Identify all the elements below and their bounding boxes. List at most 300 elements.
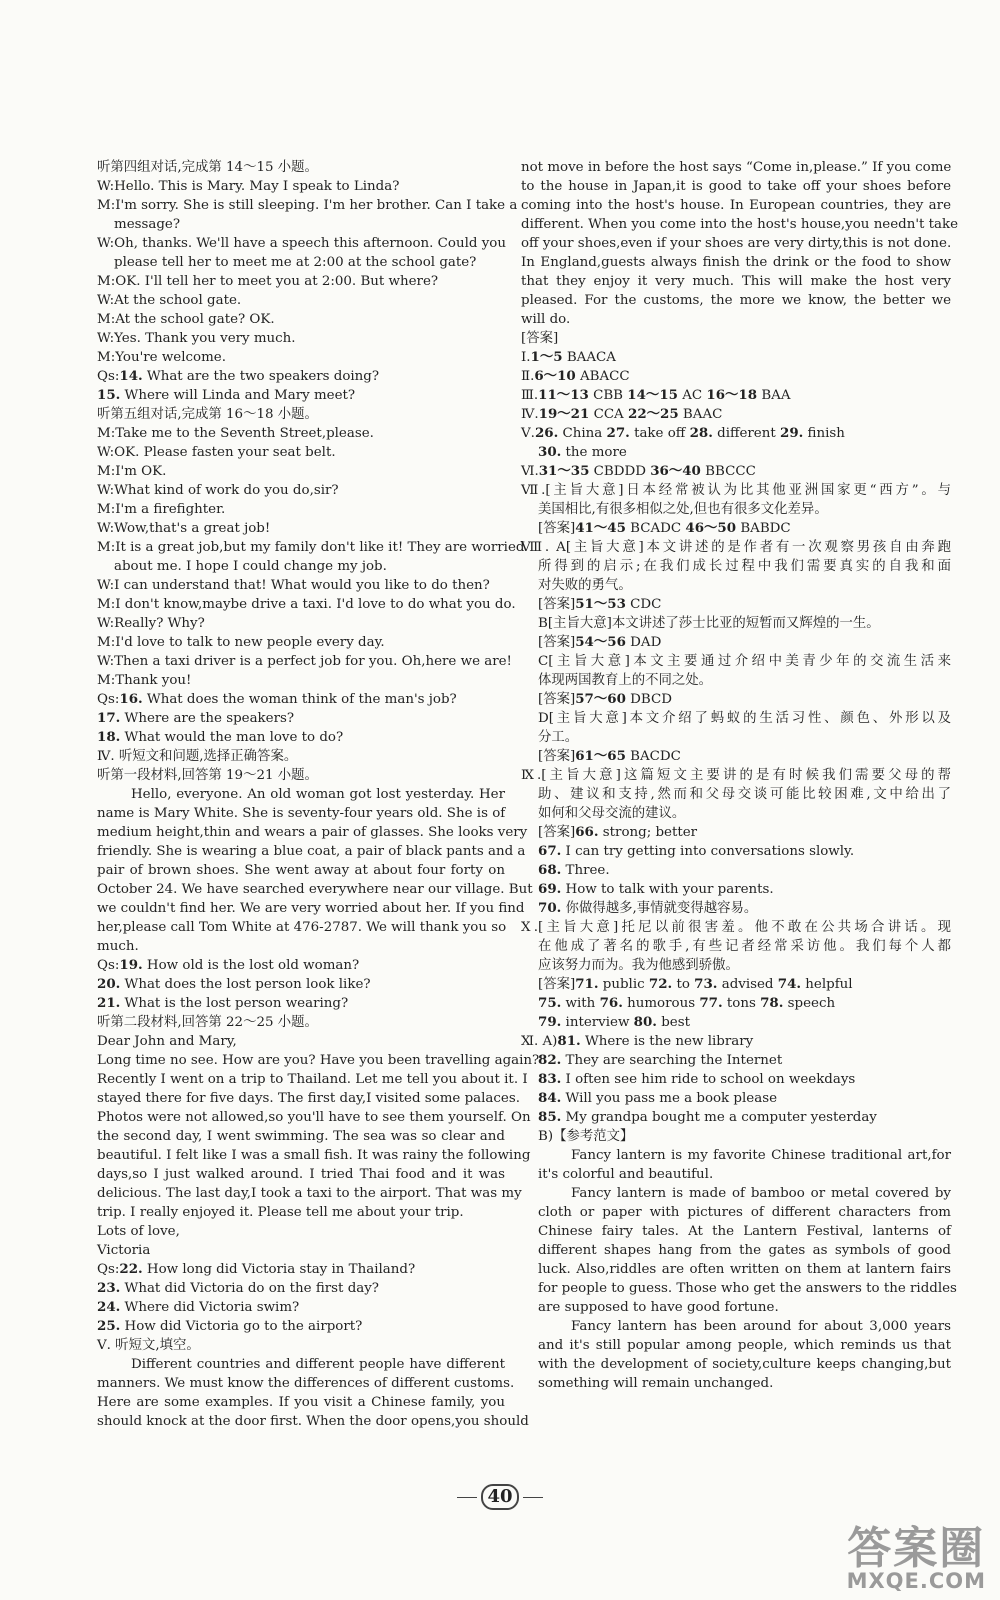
line-text: M:I'd love to talk to new people every day. bbox=[97, 635, 385, 650]
item-number: 79. bbox=[538, 1014, 562, 1030]
text-line bbox=[97, 633, 505, 652]
text-line bbox=[97, 1241, 505, 1260]
item-number: 19. bbox=[119, 957, 143, 973]
line-text: M:I'm sorry. She is still sleeping. I'm her brother. Can I take a bbox=[97, 198, 518, 213]
line-text: BCADC bbox=[625, 521, 686, 536]
line-text: How did Victoria go to the airport? bbox=[120, 1319, 363, 1334]
item-number: 81. bbox=[557, 1033, 581, 1049]
text-line bbox=[521, 1127, 951, 1146]
item-number: 26. bbox=[534, 425, 559, 441]
line-text: beautiful. I felt like I was a small fish. It was rainy the following bbox=[97, 1148, 531, 1163]
item-number: 36～40 bbox=[650, 463, 701, 479]
text-line bbox=[97, 500, 505, 519]
page-number bbox=[0, 1484, 1000, 1510]
text-line bbox=[521, 1336, 951, 1355]
line-text: coming into the host's house. In European countries, they are bbox=[521, 198, 951, 213]
line-text: [答案] bbox=[538, 825, 576, 840]
line-text: are supposed to have good fortune. bbox=[538, 1300, 779, 1315]
item-number: 31～35 bbox=[538, 463, 590, 479]
line-text: 如何和父母交流的建议。 bbox=[538, 806, 686, 821]
line-text: CBDDD bbox=[589, 464, 651, 479]
line-text: W:Hello. This is Mary. May I speak to Linda? bbox=[97, 179, 400, 194]
item-number: 6～10 bbox=[534, 368, 576, 384]
text-line bbox=[521, 1222, 951, 1241]
watermark-url: MXQE.COM bbox=[846, 1569, 986, 1593]
line-text: M:Thank you! bbox=[97, 673, 192, 688]
text-line bbox=[97, 1108, 531, 1127]
text-line bbox=[521, 158, 951, 177]
text-line bbox=[521, 234, 951, 253]
watermark-logo bbox=[846, 1523, 986, 1593]
line-text: Qs: bbox=[97, 958, 120, 973]
line-text: Dear John and Mary, bbox=[97, 1034, 237, 1049]
item-number: 66. bbox=[575, 824, 599, 840]
line-text: Ⅴ. bbox=[521, 426, 535, 441]
line-text: I can try getting into conversations slowly. bbox=[561, 844, 855, 859]
line-text: How long did Victoria stay in Thailand? bbox=[142, 1262, 416, 1277]
text-line bbox=[521, 1032, 951, 1051]
text-line bbox=[97, 728, 505, 747]
line-text: strong; better bbox=[598, 825, 698, 840]
text-line bbox=[97, 1070, 528, 1089]
line-text: 对失败的勇气。 bbox=[538, 578, 632, 593]
item-number: 73. bbox=[694, 976, 718, 992]
line-text: B[主旨大意]本文讲述了莎士比亚的短暂而又辉煌的一生。 bbox=[538, 616, 880, 631]
line-text: Qs: bbox=[97, 1262, 120, 1277]
text-line bbox=[521, 253, 951, 272]
line-text: Ⅺ. A) bbox=[521, 1034, 558, 1049]
line-text: Recently I went on a trip to Thailand. Let me tell you about it. I bbox=[97, 1072, 528, 1087]
line-text: [答案] bbox=[538, 977, 576, 992]
text-line bbox=[97, 443, 505, 462]
line-text: How old is the lost old woman? bbox=[142, 958, 360, 973]
text-line bbox=[521, 405, 951, 424]
line-text: Qs: bbox=[97, 692, 120, 707]
text-line bbox=[97, 386, 505, 405]
text-line bbox=[521, 1070, 951, 1089]
text-line bbox=[521, 975, 951, 994]
text-line bbox=[521, 462, 951, 481]
line-text: message? bbox=[114, 217, 181, 232]
line-text: not move in before the host says “Come in,please.” If you come bbox=[521, 160, 952, 175]
text-line bbox=[97, 1279, 505, 1298]
line-text: different shapes hang from the gates as symbols of good bbox=[538, 1243, 951, 1258]
text-line bbox=[97, 880, 533, 899]
text-line bbox=[521, 196, 951, 215]
line-text: Hello, everyone. An old woman got lost yesterday. Her bbox=[131, 787, 505, 802]
line-text: different. When you come into the host's house,you needn't take bbox=[521, 217, 959, 232]
text-line bbox=[521, 633, 951, 652]
line-text: [答案] bbox=[538, 597, 576, 612]
line-text: stayed there for five days. The first day,I visited some palaces. bbox=[97, 1091, 520, 1106]
line-text: M:I don't know,maybe drive a taxi. I'd love to do what you do. bbox=[97, 597, 516, 612]
line-text: pleased. For the customs, the more we know, the better we bbox=[521, 293, 951, 308]
line-text: speech bbox=[783, 996, 836, 1011]
text-line bbox=[521, 994, 951, 1013]
text-line bbox=[521, 1279, 957, 1298]
text-line bbox=[521, 766, 951, 785]
text-line bbox=[97, 747, 505, 766]
line-text: the more bbox=[561, 445, 627, 460]
line-text: Long time no see. How are you? Have you been travelling again? bbox=[97, 1053, 540, 1068]
text-line bbox=[521, 310, 951, 329]
item-number: 61～65 bbox=[575, 748, 626, 764]
text-line bbox=[521, 1241, 951, 1260]
line-text: I often see him ride to school on weekdays bbox=[561, 1072, 856, 1087]
line-text: much. bbox=[97, 939, 139, 954]
text-line bbox=[97, 405, 505, 424]
text-line bbox=[521, 1260, 951, 1279]
text-line bbox=[97, 614, 505, 633]
line-text: M:I'm OK. bbox=[97, 464, 167, 479]
text-line bbox=[521, 804, 951, 823]
text-line bbox=[97, 690, 505, 709]
line-text: Ⅳ. bbox=[521, 407, 539, 422]
item-number: 22. bbox=[119, 1261, 143, 1277]
line-text: 听第一段材料,回答第 19～21 小题。 bbox=[97, 768, 318, 783]
text-line bbox=[521, 671, 951, 690]
line-text: and it's still popular among people, which reminds us that bbox=[538, 1338, 951, 1353]
text-line bbox=[97, 1013, 505, 1032]
text-line bbox=[97, 215, 505, 234]
line-text: DAD bbox=[625, 635, 662, 650]
line-text: M:At the school gate? OK. bbox=[97, 312, 275, 327]
line-text: with bbox=[561, 996, 600, 1011]
item-number: 67. bbox=[538, 843, 562, 859]
text-line bbox=[521, 1165, 951, 1184]
item-number: 28. bbox=[689, 425, 713, 441]
text-line bbox=[521, 1089, 951, 1108]
item-number: 80. bbox=[633, 1014, 657, 1030]
line-text: will do. bbox=[521, 312, 571, 327]
text-line bbox=[97, 766, 505, 785]
text-line bbox=[521, 1298, 951, 1317]
line-text: BBCCC bbox=[700, 464, 756, 479]
line-text: [答案] bbox=[538, 692, 576, 707]
item-number: 76. bbox=[599, 995, 623, 1011]
text-line bbox=[521, 272, 951, 291]
text-line bbox=[97, 785, 505, 804]
text-line bbox=[521, 823, 951, 842]
line-text: October 24. We have searched everywhere near our village. But bbox=[97, 882, 533, 897]
line-text: Fancy lantern is made of bamboo or metal covered by bbox=[571, 1186, 951, 1201]
item-number: 29. bbox=[780, 425, 804, 441]
text-line bbox=[97, 253, 505, 272]
text-line bbox=[97, 1374, 515, 1393]
line-text: What did Victoria do on the first day? bbox=[120, 1281, 379, 1296]
line-text: M:You're welcome. bbox=[97, 350, 226, 365]
text-line bbox=[521, 747, 951, 766]
item-number: 16～18 bbox=[706, 387, 758, 403]
text-line bbox=[97, 1317, 505, 1336]
line-text: What are the two speakers doing? bbox=[142, 369, 380, 384]
item-number: 70. bbox=[538, 900, 562, 916]
text-line bbox=[521, 1374, 951, 1393]
text-line bbox=[521, 215, 959, 234]
line-text: W:Yes. Thank you very much. bbox=[97, 331, 296, 346]
text-line bbox=[97, 1222, 505, 1241]
line-text: manners. We must know the differences of different customs. bbox=[97, 1376, 515, 1391]
text-line bbox=[97, 462, 505, 481]
item-number: 84. bbox=[538, 1090, 562, 1106]
item-number: 71. bbox=[575, 976, 599, 992]
line-text: days,so I just walked around. I tried Thai food and it was bbox=[97, 1167, 505, 1182]
text-line bbox=[97, 177, 505, 196]
line-text: for people to guess. Those who get the answers to the riddles bbox=[538, 1281, 957, 1296]
text-line bbox=[97, 804, 505, 823]
line-text: 助、建议和支持,然而和父母交谈可能比较困难,文中给出了 bbox=[538, 787, 951, 802]
text-line bbox=[97, 329, 505, 348]
text-line bbox=[97, 1089, 520, 1108]
text-line bbox=[521, 652, 951, 671]
item-number: 16. bbox=[119, 691, 143, 707]
line-text: Ⅷ. A[主旨大意]本文讲述的是作者有一次观察男孩自由奔跑 bbox=[521, 540, 951, 555]
line-text: 你做得越多,事情就变得越容易。 bbox=[561, 901, 758, 916]
page-number-text: 40 bbox=[481, 1484, 518, 1510]
line-text: M:I'm a firefighter. bbox=[97, 502, 226, 517]
text-line bbox=[97, 158, 505, 177]
line-text: interview bbox=[561, 1015, 634, 1030]
line-text: Different countries and different people have different bbox=[131, 1357, 505, 1372]
text-line bbox=[97, 1203, 505, 1222]
text-line bbox=[97, 1127, 505, 1146]
line-text: Ⅱ. bbox=[521, 369, 535, 384]
line-text: Ⅰ. bbox=[521, 350, 531, 365]
text-line bbox=[97, 1260, 505, 1279]
text-line bbox=[521, 1317, 951, 1336]
line-text: How to talk with your parents. bbox=[561, 882, 774, 897]
line-text: with the development of society,culture keeps changing,but bbox=[538, 1357, 951, 1372]
line-text: should knock at the door first. When the door opens,you should bbox=[97, 1414, 529, 1429]
line-text: the second day, I went swimming. The sea was so clear and bbox=[97, 1129, 505, 1144]
line-text: Ⅳ. 听短文和问题,选择正确答案。 bbox=[97, 749, 298, 764]
text-line bbox=[521, 956, 951, 975]
line-text: helpful bbox=[801, 977, 853, 992]
line-text: W:I can understand that! What would you like to do then? bbox=[97, 578, 490, 593]
line-text: take off bbox=[629, 426, 690, 441]
text-line bbox=[521, 576, 951, 595]
line-text: 体现两国教育上的不同之处。 bbox=[538, 673, 713, 688]
line-text: ABACC bbox=[575, 369, 630, 384]
text-line bbox=[97, 291, 505, 310]
line-text: Ⅹ.[主旨大意]托尼以前很害羞。他不敢在公共场合讲话。现 bbox=[521, 920, 951, 935]
line-text: 应该努力而为。我为他感到骄傲。 bbox=[538, 958, 739, 973]
line-text: Ⅸ.[主旨大意]这篇短文主要讲的是有时候我们需要父母的帮 bbox=[521, 768, 951, 783]
text-line bbox=[521, 443, 951, 462]
text-line bbox=[97, 1412, 529, 1431]
line-text: Where will Linda and Mary meet? bbox=[120, 388, 356, 403]
line-text: M:It is a great job,but my family don't like it! They are worried bbox=[97, 540, 525, 555]
line-text: In England,guests always finish the drink or the food to show bbox=[521, 255, 951, 270]
line-text: M:Take me to the Seventh Street,please. bbox=[97, 426, 374, 441]
item-number: 82. bbox=[538, 1052, 562, 1068]
line-text: 听第五组对话,完成第 16～18 小题。 bbox=[97, 407, 318, 422]
text-line bbox=[521, 177, 951, 196]
line-text: luck. Also,riddles are often written on them at lantern fairs bbox=[538, 1262, 951, 1277]
line-text: What does the lost person look like? bbox=[120, 977, 371, 992]
line-text: off your shoes,even if your shoes are very dirty,this is not done. bbox=[521, 236, 952, 251]
item-number: 46～50 bbox=[685, 520, 737, 536]
text-line bbox=[97, 899, 525, 918]
item-number: 41～45 bbox=[575, 520, 626, 536]
line-text: [答案] bbox=[538, 521, 576, 536]
text-line bbox=[97, 652, 512, 671]
line-text: Victoria bbox=[97, 1243, 151, 1258]
text-line bbox=[521, 880, 951, 899]
text-line bbox=[521, 861, 951, 880]
item-number: 83. bbox=[538, 1071, 562, 1087]
text-line bbox=[521, 329, 951, 348]
line-text: BAA bbox=[757, 388, 791, 403]
line-text: CCA bbox=[589, 407, 628, 422]
line-text: cloth or paper with pictures of different characters from bbox=[538, 1205, 951, 1220]
line-text: Ⅴ. 听短文,填空。 bbox=[97, 1338, 200, 1353]
line-text: trip. I really enjoyed it. Please tell me about your trip. bbox=[97, 1205, 464, 1220]
item-number: 74. bbox=[777, 976, 802, 992]
line-text: What would the man love to do? bbox=[120, 730, 344, 745]
text-line bbox=[521, 1355, 951, 1374]
line-text: best bbox=[656, 1015, 690, 1030]
line-text: advised bbox=[717, 977, 778, 992]
line-text: What does the woman think of the man's job? bbox=[142, 692, 457, 707]
text-line bbox=[521, 842, 951, 861]
text-line bbox=[97, 576, 505, 595]
line-text: Ⅲ. bbox=[521, 388, 539, 403]
line-text: humorous bbox=[622, 996, 700, 1011]
text-line bbox=[97, 994, 505, 1013]
line-text: 听第四组对话,完成第 14～15 小题。 bbox=[97, 160, 318, 175]
text-line bbox=[97, 272, 505, 291]
text-line bbox=[97, 1393, 505, 1412]
text-line bbox=[521, 709, 951, 728]
item-number: 14～15 bbox=[627, 387, 678, 403]
line-text: Chinese fairy tales. At the Lantern Festival, lanterns of bbox=[538, 1224, 951, 1239]
text-line bbox=[97, 975, 505, 994]
text-line bbox=[521, 614, 951, 633]
line-text: Fancy lantern has been around for about 3,000 years bbox=[571, 1319, 951, 1334]
item-number: 18. bbox=[97, 729, 121, 745]
line-text: 在他成了著名的歌手,有些记者经常采访他。我们每个人都 bbox=[538, 939, 951, 954]
line-text: W:What kind of work do you do,sir? bbox=[97, 483, 339, 498]
text-line bbox=[97, 823, 528, 842]
item-number: 54～56 bbox=[575, 634, 626, 650]
text-line bbox=[97, 481, 505, 500]
text-line bbox=[97, 1051, 540, 1070]
text-line bbox=[521, 291, 951, 310]
item-number: 11～13 bbox=[538, 387, 589, 403]
item-number: 69. bbox=[538, 881, 562, 897]
line-text: Here are some examples. If you visit a Chinese family, you bbox=[97, 1395, 505, 1410]
line-text: pair of brown shoes. She went away at about four forty on bbox=[97, 863, 505, 878]
text-line bbox=[97, 956, 505, 975]
text-line bbox=[97, 367, 505, 386]
line-text: different bbox=[712, 426, 780, 441]
line-text: BABDC bbox=[736, 521, 791, 536]
line-text: it's colorful and beautiful. bbox=[538, 1167, 714, 1182]
text-line bbox=[97, 1032, 505, 1051]
item-number: 17. bbox=[97, 710, 121, 726]
line-text: BAACA bbox=[562, 350, 616, 365]
line-text: Ⅵ. bbox=[521, 464, 539, 479]
line-text: W:Oh, thanks. We'll have a speech this afternoon. Could you bbox=[97, 236, 506, 251]
line-text: Where is the new library bbox=[580, 1034, 754, 1049]
text-line bbox=[521, 481, 951, 500]
text-line bbox=[521, 1108, 951, 1127]
text-line bbox=[97, 709, 505, 728]
text-line bbox=[97, 1184, 522, 1203]
line-text: M:OK. I'll tell her to meet you at 2:00. But where? bbox=[97, 274, 439, 289]
line-text: 美国相比,有很多相似之处,但也有很多文化差异。 bbox=[538, 502, 828, 517]
line-text: CBB bbox=[588, 388, 628, 403]
line-text: that they enjoy it very much. This will make the host very bbox=[521, 274, 951, 289]
text-line bbox=[97, 310, 505, 329]
right-column bbox=[521, 158, 959, 1393]
line-text: [答案] bbox=[521, 331, 559, 346]
line-text: My grandpa bought me a computer yesterday bbox=[561, 1110, 877, 1125]
line-text: W:Really? Why? bbox=[97, 616, 205, 631]
line-text: we couldn't find her. We are very worried about her. If you find bbox=[97, 901, 525, 916]
item-number: 57～60 bbox=[575, 691, 626, 707]
item-number: 30. bbox=[538, 444, 562, 460]
item-number: 78. bbox=[760, 995, 784, 1011]
line-text: C[主旨大意]本文主要通过介绍中美青少年的交流生活来 bbox=[538, 654, 951, 669]
item-number: 72. bbox=[648, 976, 673, 992]
text-line bbox=[521, 386, 951, 405]
text-line bbox=[521, 557, 951, 576]
line-text: [答案] bbox=[538, 749, 576, 764]
item-number: 19～21 bbox=[538, 406, 590, 422]
line-text: finish bbox=[803, 426, 845, 441]
text-line bbox=[97, 671, 505, 690]
line-text: Ⅶ.[主旨大意]日本经常被认为比其他亚洲国家更“西方”。与 bbox=[521, 483, 951, 498]
line-text: Where are the speakers? bbox=[120, 711, 295, 726]
line-text: Will you pass me a book please bbox=[561, 1091, 777, 1106]
line-text: please tell her to meet me at 2:00 at the school gate? bbox=[114, 255, 477, 270]
text-line bbox=[521, 1013, 951, 1032]
item-number: 25. bbox=[97, 1318, 121, 1334]
text-line bbox=[97, 1165, 505, 1184]
text-line bbox=[521, 538, 951, 557]
text-line bbox=[97, 1336, 505, 1355]
text-line bbox=[97, 918, 505, 937]
text-line bbox=[97, 519, 505, 538]
text-line bbox=[97, 196, 518, 215]
watermark-text: 答案圈 bbox=[847, 1523, 986, 1574]
line-text: China bbox=[558, 426, 607, 441]
item-number: 15. bbox=[97, 387, 121, 403]
item-number: 77. bbox=[699, 995, 723, 1011]
line-text: to bbox=[672, 977, 695, 992]
line-text: about me. I hope I could change my job. bbox=[114, 559, 387, 574]
text-line bbox=[521, 348, 951, 367]
line-text: CDC bbox=[625, 597, 662, 612]
line-text: delicious. The last day,I took a taxi to the airport. That was my bbox=[97, 1186, 522, 1201]
line-text: BACDC bbox=[625, 749, 681, 764]
text-line bbox=[521, 424, 951, 443]
text-line bbox=[521, 1146, 951, 1165]
text-line bbox=[97, 1298, 505, 1317]
line-text: AC bbox=[677, 388, 707, 403]
item-number: 14. bbox=[119, 368, 143, 384]
text-line bbox=[521, 937, 951, 956]
line-text: Qs: bbox=[97, 369, 120, 384]
line-text: to the house in Japan,it is good to take off your shoes before bbox=[521, 179, 951, 194]
text-line bbox=[521, 519, 951, 538]
text-line bbox=[521, 1203, 951, 1222]
line-text: Three. bbox=[561, 863, 610, 878]
text-line bbox=[97, 234, 505, 253]
line-text: Lots of love, bbox=[97, 1224, 180, 1239]
